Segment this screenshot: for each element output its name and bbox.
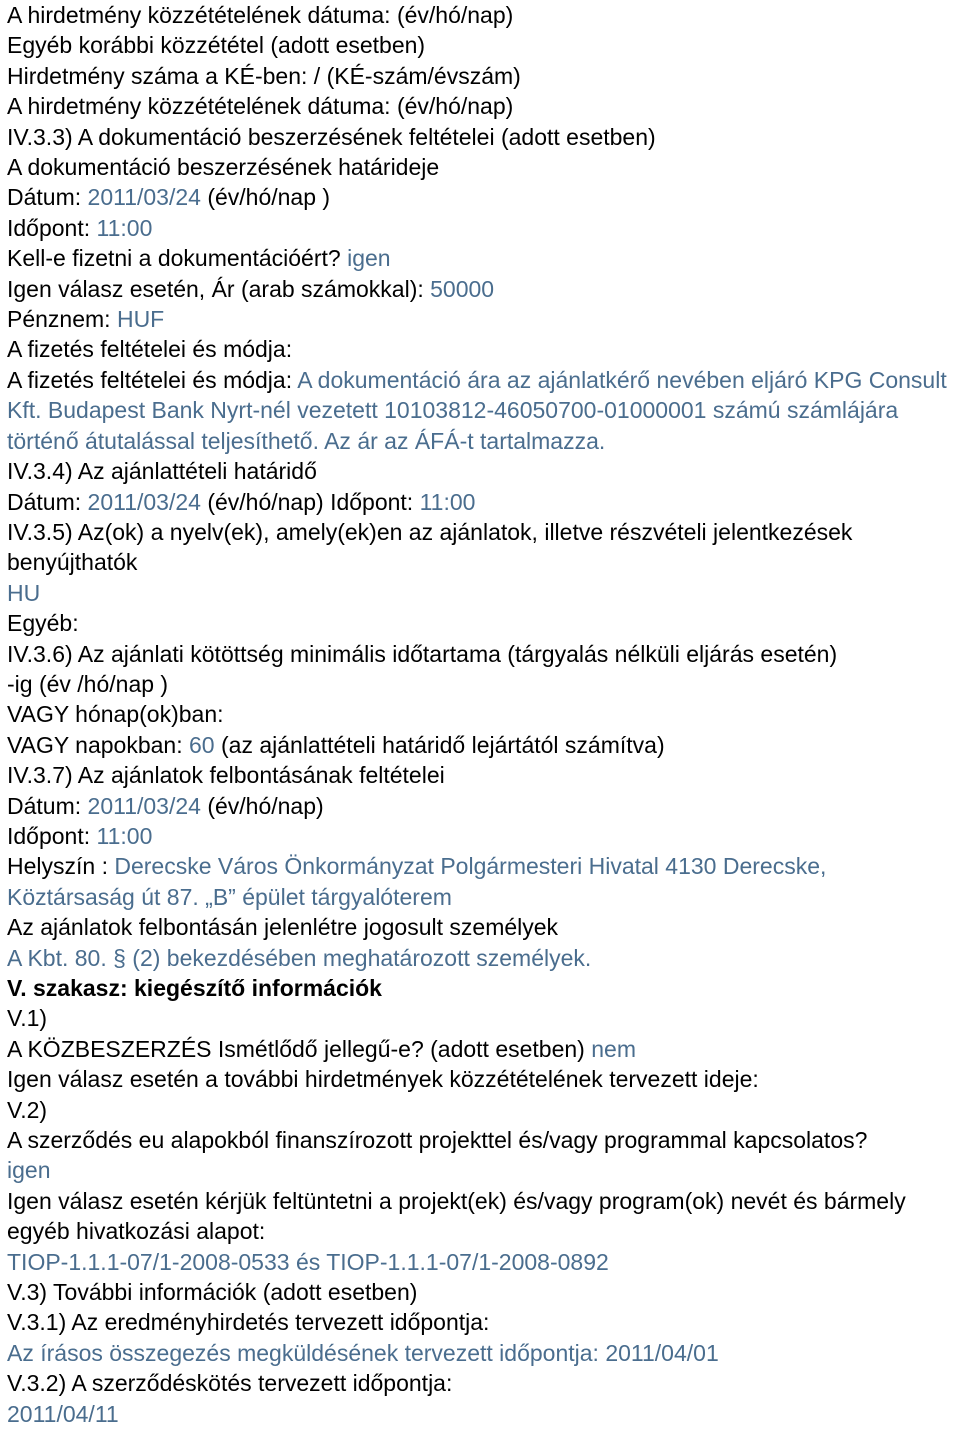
document-line <box>7 1125 954 1155</box>
line-label: V.1) <box>7 1005 48 1032</box>
line-label: A hirdetmény közzétételének dátuma: (év/hó/nap) <box>7 2 514 28</box>
document-line <box>7 1307 954 1337</box>
document-line <box>7 274 954 304</box>
document-line <box>7 152 954 182</box>
line-value: igen <box>7 1157 51 1184</box>
line-label: V.3) További információk (adott esetben) <box>7 1279 418 1306</box>
document-line <box>7 1064 954 1094</box>
line-value: Derecske Város Önkormányzat Polgármesteri Hivatal 4130 Derecske, Köztársaság út 87. „B” épület tárgyalóterem <box>7 853 827 910</box>
line-label: Igen válasz esetén kérjük feltüntetni a projekt(ek) és/vagy program(ok) nevét és bármely egyéb hivatkozási alapot: <box>7 1187 906 1245</box>
document-line <box>7 91 954 121</box>
line-label: A hirdetmény közzétételének dátuma: (év/hó/nap) <box>7 93 514 120</box>
line-value: HU <box>7 579 41 606</box>
document-line <box>7 1034 954 1064</box>
document-line <box>7 851 954 912</box>
document-line <box>7 821 954 851</box>
line-label: V.3.1) Az eredményhirdetés tervezett időpontja: <box>7 1309 490 1336</box>
document-line <box>7 334 954 364</box>
line-suffix: (az ajánlattételi határidő lejártától számítva) <box>214 731 665 758</box>
line-label: Kell-e fizetni a dokumentációért? <box>7 245 348 272</box>
line-value: HUF <box>116 306 165 333</box>
document-line <box>7 30 954 60</box>
line-value: 2011/04/11 <box>7 1400 119 1427</box>
line-label: Egyéb: <box>7 610 79 637</box>
line-suffix: (év/hó/nap ) <box>200 184 331 211</box>
document-line <box>7 730 954 760</box>
line-label: IV.3.5) Az(ok) a nyelv(ek), amely(ek)en az ajánlatok, illetve részvételi jelentkezések benyújthatók <box>7 518 853 576</box>
document-line <box>7 760 954 790</box>
line-suffix: (év/hó/nap) <box>200 792 324 819</box>
line-value: 2011/03/24 <box>87 488 201 515</box>
line-label: IV.3.4) Az ajánlattételi határidő <box>7 458 317 485</box>
line-value: nem <box>591 1035 636 1062</box>
document-line <box>7 182 954 212</box>
line-label: Dátum: <box>7 184 88 211</box>
document-line <box>7 943 954 973</box>
document-line <box>7 669 954 699</box>
line-label: A dokumentáció beszerzésének határideje <box>7 154 440 181</box>
line-label: Dátum: <box>7 792 88 819</box>
line-label: Időpont: <box>7 822 97 849</box>
line-label: Dátum: <box>7 488 88 515</box>
document-line <box>7 1277 954 1307</box>
line-label: VAGY napokban: <box>7 731 190 758</box>
line-label: IV.3.3) A dokumentáció beszerzésének feltételei (adott esetben) <box>7 123 656 150</box>
document-line <box>7 912 954 942</box>
line-label: IV.3.6) Az ajánlati kötöttség minimális időtartama (tárgyalás nélküli eljárás esetén) <box>7 640 838 667</box>
document-line <box>7 699 954 729</box>
line-value: 50000 <box>430 275 495 302</box>
line-label: V.3.2) A szerződéskötés tervezett időpontja: <box>7 1370 453 1397</box>
line-label: A fizetés feltételei és módja: <box>7 336 293 363</box>
document-line <box>7 122 954 152</box>
line-label: Az ajánlatok felbontásán jelenlétre jogosult személyek <box>7 914 559 941</box>
document-line <box>7 578 954 608</box>
line-value: A Kbt. 80. § (2) bekezdésében meghatározott személyek. <box>7 944 592 971</box>
document-line <box>7 213 954 243</box>
line-value: 11:00 <box>96 214 153 241</box>
line-suffix: (év/hó/nap) Időpont: <box>200 488 420 515</box>
line-label: V. szakasz: kiegészítő információk <box>7 975 382 1001</box>
line-value: 11:00 <box>419 488 476 515</box>
line-label: Igen válasz esetén, Ár (arab számokkal): <box>7 275 431 302</box>
document-line <box>7 61 954 91</box>
document-line <box>7 1338 954 1368</box>
line-value: Az írásos összegezés megküldésének tervezett időpontja: 2011/04/01 <box>7 1339 719 1366</box>
line-label: Igen válasz esetén a további hirdetmények közzétételének tervezett ideje: <box>7 1066 759 1093</box>
line-value: 60 <box>189 731 215 758</box>
document-line <box>7 487 954 517</box>
document-line <box>7 365 954 456</box>
document-line <box>7 1003 954 1033</box>
line-value: TIOP-1.1.1-07/1-2008-0533 és TIOP-1.1.1-07/1-2008-0892 <box>7 1248 609 1275</box>
line-label: Pénznem: <box>7 306 117 333</box>
document-line <box>7 1368 954 1398</box>
document-line <box>7 1186 954 1247</box>
line-value: igen <box>347 245 391 272</box>
line-value: 11:00 <box>96 822 153 849</box>
document-line <box>7 1095 954 1125</box>
document-line <box>7 1247 954 1277</box>
document-line <box>7 304 954 334</box>
line-label: IV.3.7) Az ajánlatok felbontásának feltételei <box>7 762 445 789</box>
document-line <box>7 608 954 638</box>
document-line <box>7 517 954 578</box>
document-line <box>7 791 954 821</box>
line-value: 2011/03/24 <box>87 184 201 211</box>
line-label: -ig (év /hó/nap ) <box>7 670 169 697</box>
document-line <box>7 973 954 1003</box>
document-line <box>7 639 954 669</box>
line-label: Egyéb korábbi közzététel (adott esetben) <box>7 32 426 59</box>
line-label: V.2) <box>7 1096 48 1123</box>
line-label: A fizetés feltételei és módja: <box>7 366 298 393</box>
document-line <box>7 456 954 486</box>
line-label: VAGY hónap(ok)ban: <box>7 701 224 728</box>
line-label: A szerződés eu alapokból finanszírozott projekttel és/vagy programmal kapcsolatos? <box>7 1127 868 1154</box>
document-line <box>7 1155 954 1185</box>
line-label: A KÖZBESZERZÉS Ismétlődő jellegű-e? (adott esetben) <box>7 1035 592 1062</box>
line-label: Helyszín : <box>7 853 115 880</box>
line-value: 2011/03/24 <box>87 792 201 819</box>
document-line <box>7 1399 954 1429</box>
document-line <box>7 243 954 273</box>
line-label: Hirdetmény száma a KÉ-ben: / (KÉ-szám/évszám) <box>7 62 521 89</box>
line-value: A dokumentáció ára az ajánlatkérő nevében eljáró KPG Consult Kft. Budapest Bank Nyrt-nél vezetett 10103812-46050700-01000001 számú számlájára történő átutalással teljesíthető. Az ár az ÁFÁ-t tartalmazza. <box>7 366 947 454</box>
line-label: Időpont: <box>7 214 97 241</box>
document-line <box>7 0 954 30</box>
